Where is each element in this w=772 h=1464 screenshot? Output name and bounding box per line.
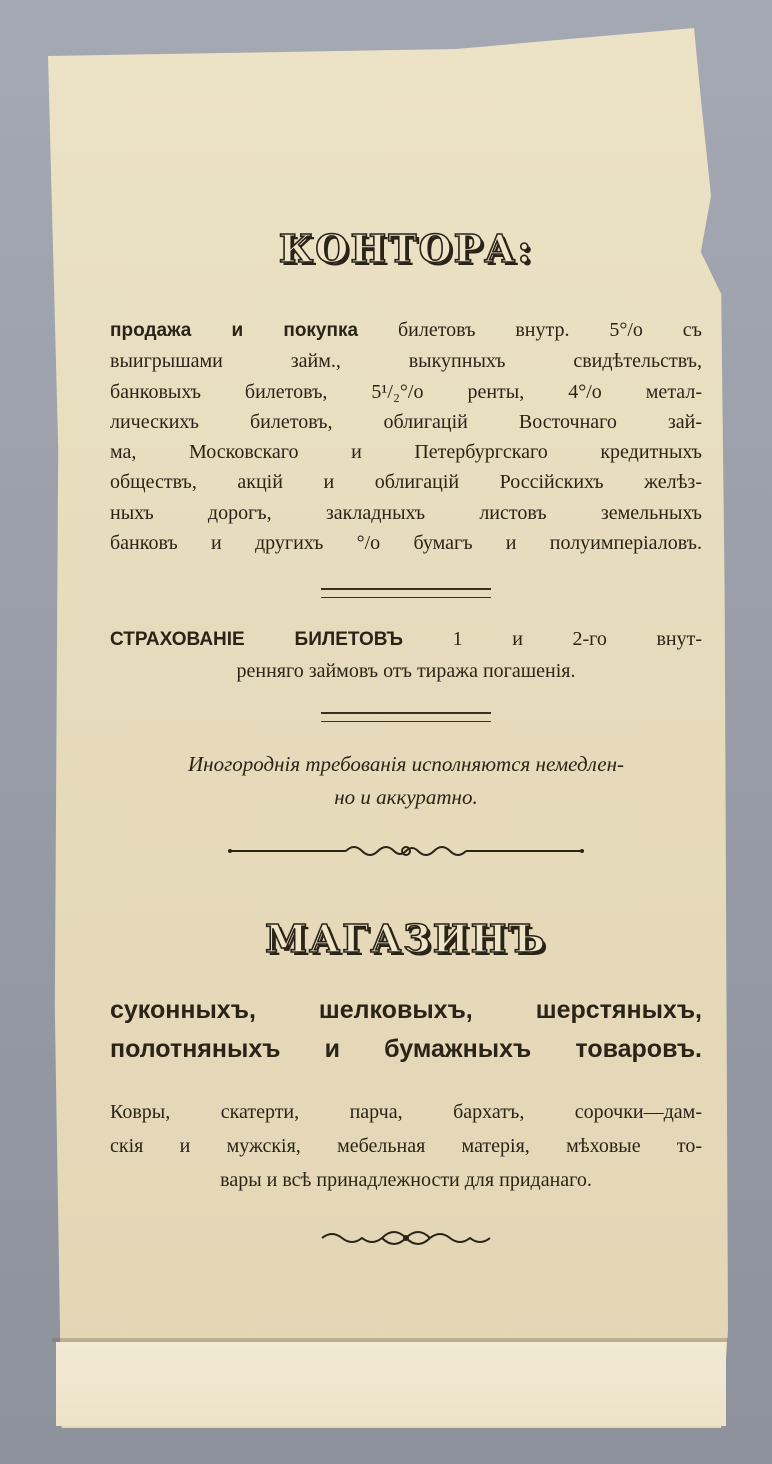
goods-paragraph xyxy=(110,991,702,1069)
insurance-title: СТРАХОВАНІЕ БИЛЕТОВЪ xyxy=(110,629,404,651)
office-line-8: банковъ и другихъ °/о бумагъ и полуимперіаловъ. xyxy=(110,532,702,555)
office-paragraph xyxy=(110,315,702,558)
office-line-2: выигрышами займ., выкупныхъ свидѣтельствъ, xyxy=(110,350,702,373)
divider-rule-1 xyxy=(321,588,491,598)
items-paragraph xyxy=(110,1095,702,1197)
insurance-paragraph xyxy=(110,624,702,686)
insurance-line-2: ренняго займовъ отъ тиража погашенія. xyxy=(236,659,576,682)
document-body xyxy=(110,220,702,1249)
office-lead: продажа и покупка xyxy=(110,320,359,341)
ornament-flourish xyxy=(316,1227,496,1249)
fold-crease xyxy=(52,1338,728,1342)
notice-line-2: но и аккуратно. xyxy=(334,784,478,809)
goods-line-1: суконныхъ, шелковыхъ, шерстяныхъ, xyxy=(110,995,702,1024)
insurance-line-1: 1 и 2-го внут- xyxy=(452,628,703,651)
items-line-3: вары и всѣ принадлежности для приданаго. xyxy=(220,1168,592,1191)
ornament-divider xyxy=(226,842,586,860)
items-line-2: скія и мужскія, мебельная матерія, мѣховые то- xyxy=(110,1134,702,1157)
paper-fold-tab xyxy=(56,1342,726,1426)
goods-line-2: полотняныхъ и бумажныхъ товаровъ. xyxy=(110,1034,702,1063)
heading-shop: МАГАЗИНЪ xyxy=(265,915,547,961)
heading-office: КОНТОРА: xyxy=(278,226,534,271)
items-line-1: Ковры, скатерти, парча, бархатъ, сорочки—дам- xyxy=(110,1100,702,1123)
office-line-3: банковыхъ билетовъ, 5¹/₂°/о ренты, 4°/о метал- xyxy=(110,380,702,403)
office-line-6: обществъ, акцій и облигацій Россійскихъ желѣз- xyxy=(110,471,702,494)
office-line-5: ма, Московскаго и Петербургскаго кредитныхъ xyxy=(110,441,702,464)
notice-line-1: Иногороднія требованія исполняются немедлен- xyxy=(187,751,624,776)
office-line-1: билетовъ внутр. 5°/о съ xyxy=(397,319,703,341)
divider-rule-2 xyxy=(321,712,491,722)
office-line-4: лическихъ билетовъ, облигацій Восточнаго зай- xyxy=(110,410,702,433)
office-line-7: ныхъ дорогъ, закладныхъ листовъ земельныхъ xyxy=(110,501,702,524)
notice-paragraph xyxy=(110,748,702,814)
